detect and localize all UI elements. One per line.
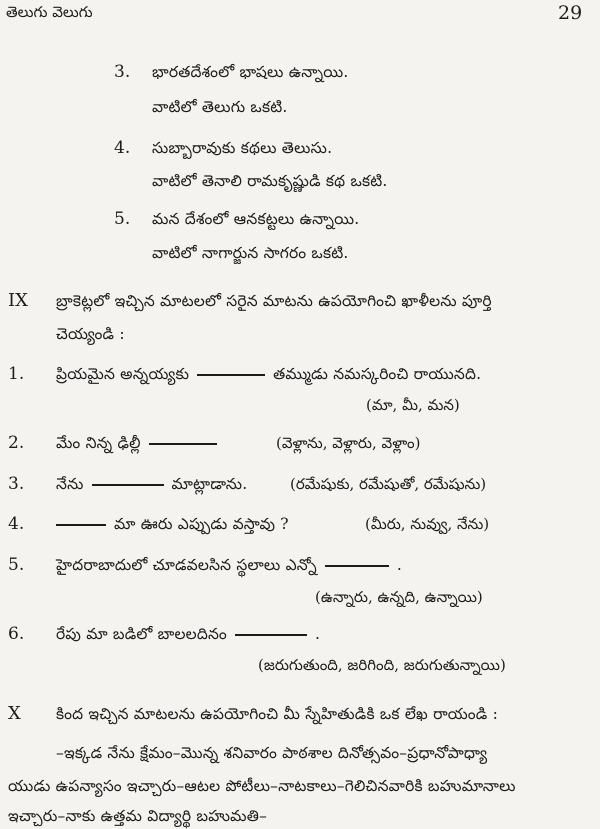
- fill-blank-sentence: హైదరాబాదులో చూడవలసిన స్థలాలు ఎన్నో .: [56, 556, 402, 574]
- item-line: వాటిలో తెలుగు ఒకటి.: [152, 98, 288, 116]
- item-number: 5.: [114, 209, 131, 229]
- item-number: 6.: [8, 624, 25, 644]
- answer-blank: [149, 443, 217, 445]
- section-instruction: చెయ్యండి :: [56, 325, 125, 343]
- options: (మీరు, నువ్వు, నేను): [365, 515, 490, 533]
- page-number: 29: [558, 2, 583, 24]
- letter-prompt-line: ఇచ్చారు–నాకు ఉత్తమ విద్యార్థి బహుమతి–: [8, 807, 268, 825]
- item-number: 4.: [114, 138, 131, 158]
- item-line: మన దేశంలో ఆనకట్టలు ఉన్నాయి.: [152, 210, 360, 228]
- fill-blank-sentence: రేపు మా బడిలో బాలలదినం .: [56, 625, 321, 643]
- fill-blank-sentence: నేను మాట్లాడాను.: [56, 475, 248, 493]
- item-number: 2.: [8, 433, 25, 453]
- answer-blank: [56, 524, 106, 526]
- letter-prompt-line: యుడు ఉపన్యాసం ఇచ్చారు–ఆటల పోటీలు–నాటకాలు–గెలిచినవారికి బహుమానాలు: [8, 777, 516, 795]
- options: (మా, మీ, మన): [366, 396, 460, 414]
- answer-blank: [235, 634, 307, 636]
- answer-blank: [325, 565, 389, 567]
- fill-blank-sentence: మా ఊరు ఎప్పుడు వస్తావు ?: [48, 515, 289, 537]
- item-number: 5.: [8, 555, 25, 575]
- options: (ఉన్నారు, ఉన్నది, ఉన్నాయి): [315, 588, 483, 606]
- item-number: 3.: [8, 474, 25, 494]
- options: (జరుగుతుంది, జరిగింది, జరుగుతున్నాయి): [258, 656, 506, 674]
- item-line: వాటిలో నాగార్జున సాగరం ఒకటి.: [152, 244, 349, 262]
- section-numeral: X: [8, 703, 21, 724]
- section-numeral: IX: [8, 290, 28, 311]
- options: (వెళ్లాను, వెళ్లారు, వెళ్లాం): [276, 434, 421, 452]
- item-line: సుబ్బారావుకు కథలు తెలుసు.: [152, 139, 333, 157]
- options: (రమేషుకు, రమేషుతో, రమేషును): [290, 475, 487, 493]
- answer-blank: [197, 374, 265, 376]
- item-line: వాటిలో తెనాలి రామకృష్ణుడి కథ ఒకటి.: [152, 172, 388, 190]
- answer-blank: [92, 484, 164, 486]
- section-instruction: కింద ఇచ్చిన మాటలను ఉపయోగించి మీ స్నేహితుడికి ఒక లేఖ రాయండి :: [56, 705, 499, 723]
- fill-blank-sentence: ప్రియమైన అన్నయ్యకు తమ్ముడు నమస్కరించి రాయునది.: [56, 365, 482, 383]
- item-number: 1.: [8, 364, 25, 384]
- item-number: 4.: [8, 514, 25, 534]
- section-instruction: బ్రాకెట్లలో ఇచ్చిన మాటలలో సరైన మాటను ఉపయోగించి ఖాళీలను పూర్తి: [56, 292, 492, 310]
- item-line: భారతదేశంలో భాషలు ఉన్నాయి.: [152, 63, 349, 81]
- item-number: 3.: [114, 62, 131, 82]
- running-header-title: తెలుగు వెలుగు: [6, 3, 93, 21]
- fill-blank-sentence: మేం నిన్న ఢిల్లీ: [56, 434, 225, 456]
- letter-prompt-line: –ఇక్కడ నేను క్షేమం–మొన్న శనివారం పాఠశాల దినోత్సవం–ప్రధానోపాధ్యా: [56, 744, 488, 762]
